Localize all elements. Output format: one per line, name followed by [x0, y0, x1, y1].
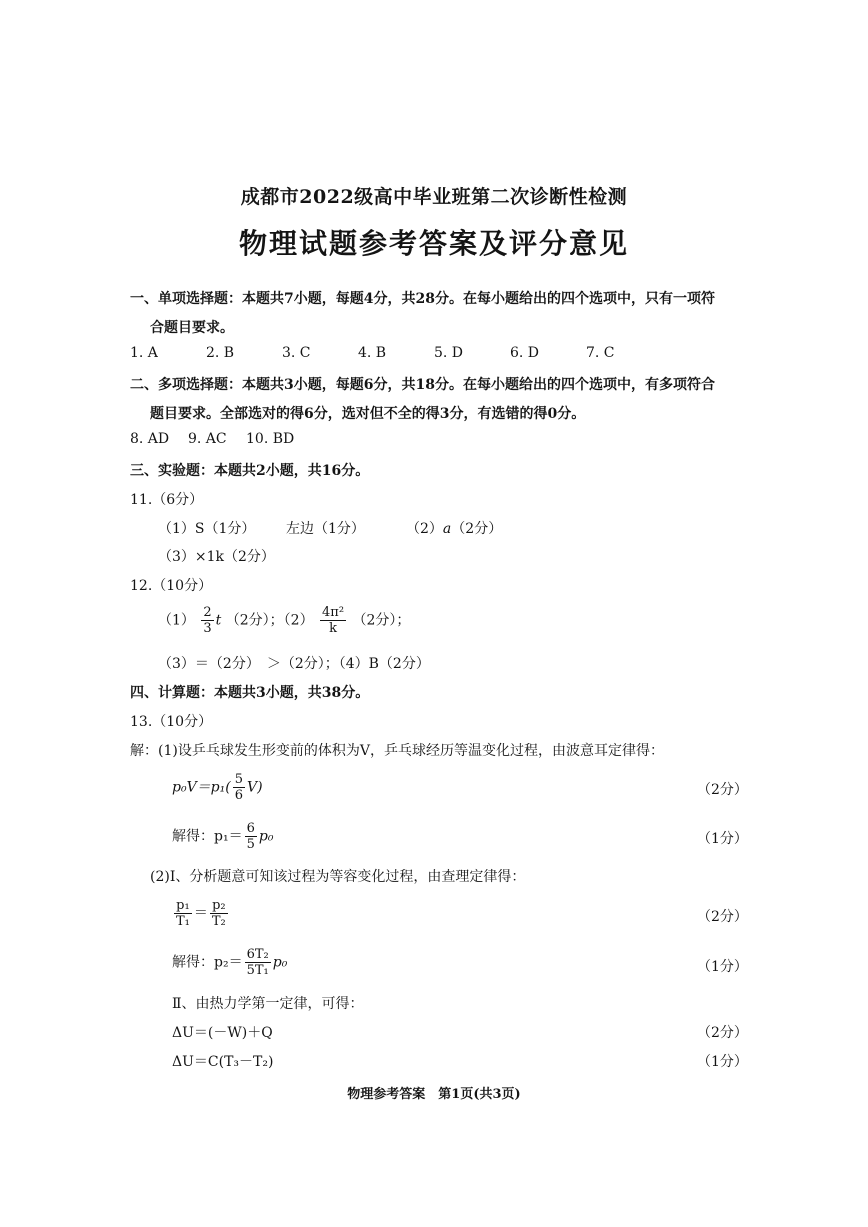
equation-charles: $\frac{\text{p₁}}{\text{T₁}}$ ＝ $\frac{\text{p₂}}{\text{T₂}}$	[176, 898, 226, 929]
fraction-6t2-over-5t1: $\frac{\text{6T₂}}{\text{5T₁}}$	[246, 947, 269, 978]
answer-10: 10. BD	[246, 431, 295, 447]
answer-1: 1. A	[130, 345, 158, 361]
q13-intro: 解：(1)设乒乓球发生形变前的体积为V，乒乓球经历等温变化过程，由波意耳定律得：	[130, 743, 664, 759]
fraction-p2-over-t2: $\frac{\text{p₂}}{\text{T₂}}$	[211, 898, 226, 929]
page-footer: 物理参考答案 第1页(共3页)	[347, 1087, 521, 1102]
equation-first-law: ΔU＝(－W)＋Q	[172, 1025, 273, 1041]
answer-9: 9. AC	[188, 431, 227, 447]
answer-4: 4. B	[358, 345, 387, 361]
answer-8: 8. AD	[130, 431, 170, 447]
fraction-two-thirds: $\frac{2}{3}$	[203, 605, 212, 636]
section1-heading-line2: 合题目要求。	[150, 320, 234, 336]
q11-part3: （3）×1k（2分）	[158, 549, 275, 565]
equation-boyle-score: （2分）	[697, 782, 748, 798]
fraction-five-sixths: $\frac{5}{6}$	[234, 772, 244, 803]
q11-part1-direction: 左边（1分）	[286, 521, 365, 537]
fraction-p1-over-t1: $\frac{\text{p₁}}{\text{T₁}}$	[176, 898, 190, 929]
part2-intro: (2)Ⅰ、分析题意可知该过程为等容变化过程，由查理定律得：	[150, 869, 526, 885]
answer-2: 2. B	[206, 345, 235, 361]
q11-part2: （2）a（2分）	[406, 521, 503, 537]
equation-p1-result-score: （1分）	[697, 831, 748, 847]
exam-title: 成都市2022级高中毕业班第二次诊断性检测	[240, 186, 628, 208]
fraction-six-fifths: $\frac{6}{5}$	[246, 821, 255, 852]
q12-part1-2: （1） $\frac{2}{3}$ t （2分）；（2） $\frac{\text{4π²}}{k}$ （2分）；	[158, 605, 411, 636]
equation-first-law-score: （2分）	[697, 1025, 748, 1041]
answer-3: 3. C	[282, 345, 311, 361]
equation-boyle: p₀V＝p₁( $\frac{5}{6}$ V)	[172, 772, 263, 803]
section2-answers	[130, 431, 304, 447]
answer-7: 7. C	[586, 345, 615, 361]
equation-p2-result-score: （1分）	[697, 959, 748, 975]
part2b-intro: Ⅱ、由热力学第一定律，可得：	[172, 996, 364, 1012]
section1-answers	[130, 345, 662, 361]
answer-5: 5. D	[434, 345, 464, 361]
q11-header: 11.（6分）	[130, 492, 204, 508]
equation-p1-result: 解得：p₁＝ $\frac{6}{5}$ p₀	[172, 821, 274, 852]
q12-header: 12.（10分）	[130, 578, 213, 594]
equation-charles-score: （2分）	[697, 909, 748, 925]
section2-heading-line1: 二、多项选择题：本题共3小题，每题6分，共18分。在每小题给出的四个选项中，有多项符合	[130, 377, 715, 393]
q13-header: 13.（10分）	[130, 714, 213, 730]
answer-6: 6. D	[510, 345, 540, 361]
equation-p2-result: 解得：p₂＝ $\frac{\text{6T₂}}{\text{5T₁}}$ p₀	[172, 947, 288, 978]
section4-heading: 四、计算题：本题共3小题，共38分。	[130, 685, 370, 701]
equation-internal-energy: ΔU＝C(T₃－T₂)	[172, 1054, 274, 1070]
section1-heading-line1: 一、单项选择题：本题共7小题，每题4分，共28分。在每小题给出的四个选项中，只有一项符	[130, 291, 715, 307]
q12-part3-4: （3）＝（2分） ＞（2分）；（4）B（2分）	[158, 656, 430, 672]
fraction-four-pi-squared-over-k: $\frac{\text{4π²}}{k}$	[322, 605, 345, 636]
equation-internal-energy-score: （1分）	[697, 1054, 748, 1070]
section3-heading: 三、实验题：本题共2小题，共16分。	[130, 463, 370, 479]
q11-part1: （1）S（1分）	[158, 521, 256, 537]
document-title: 物理试题参考答案及评分意见	[238, 227, 629, 260]
section2-heading-line2: 题目要求。全部选对的得6分，选对但不全的得3分，有选错的得0分。	[150, 406, 586, 422]
